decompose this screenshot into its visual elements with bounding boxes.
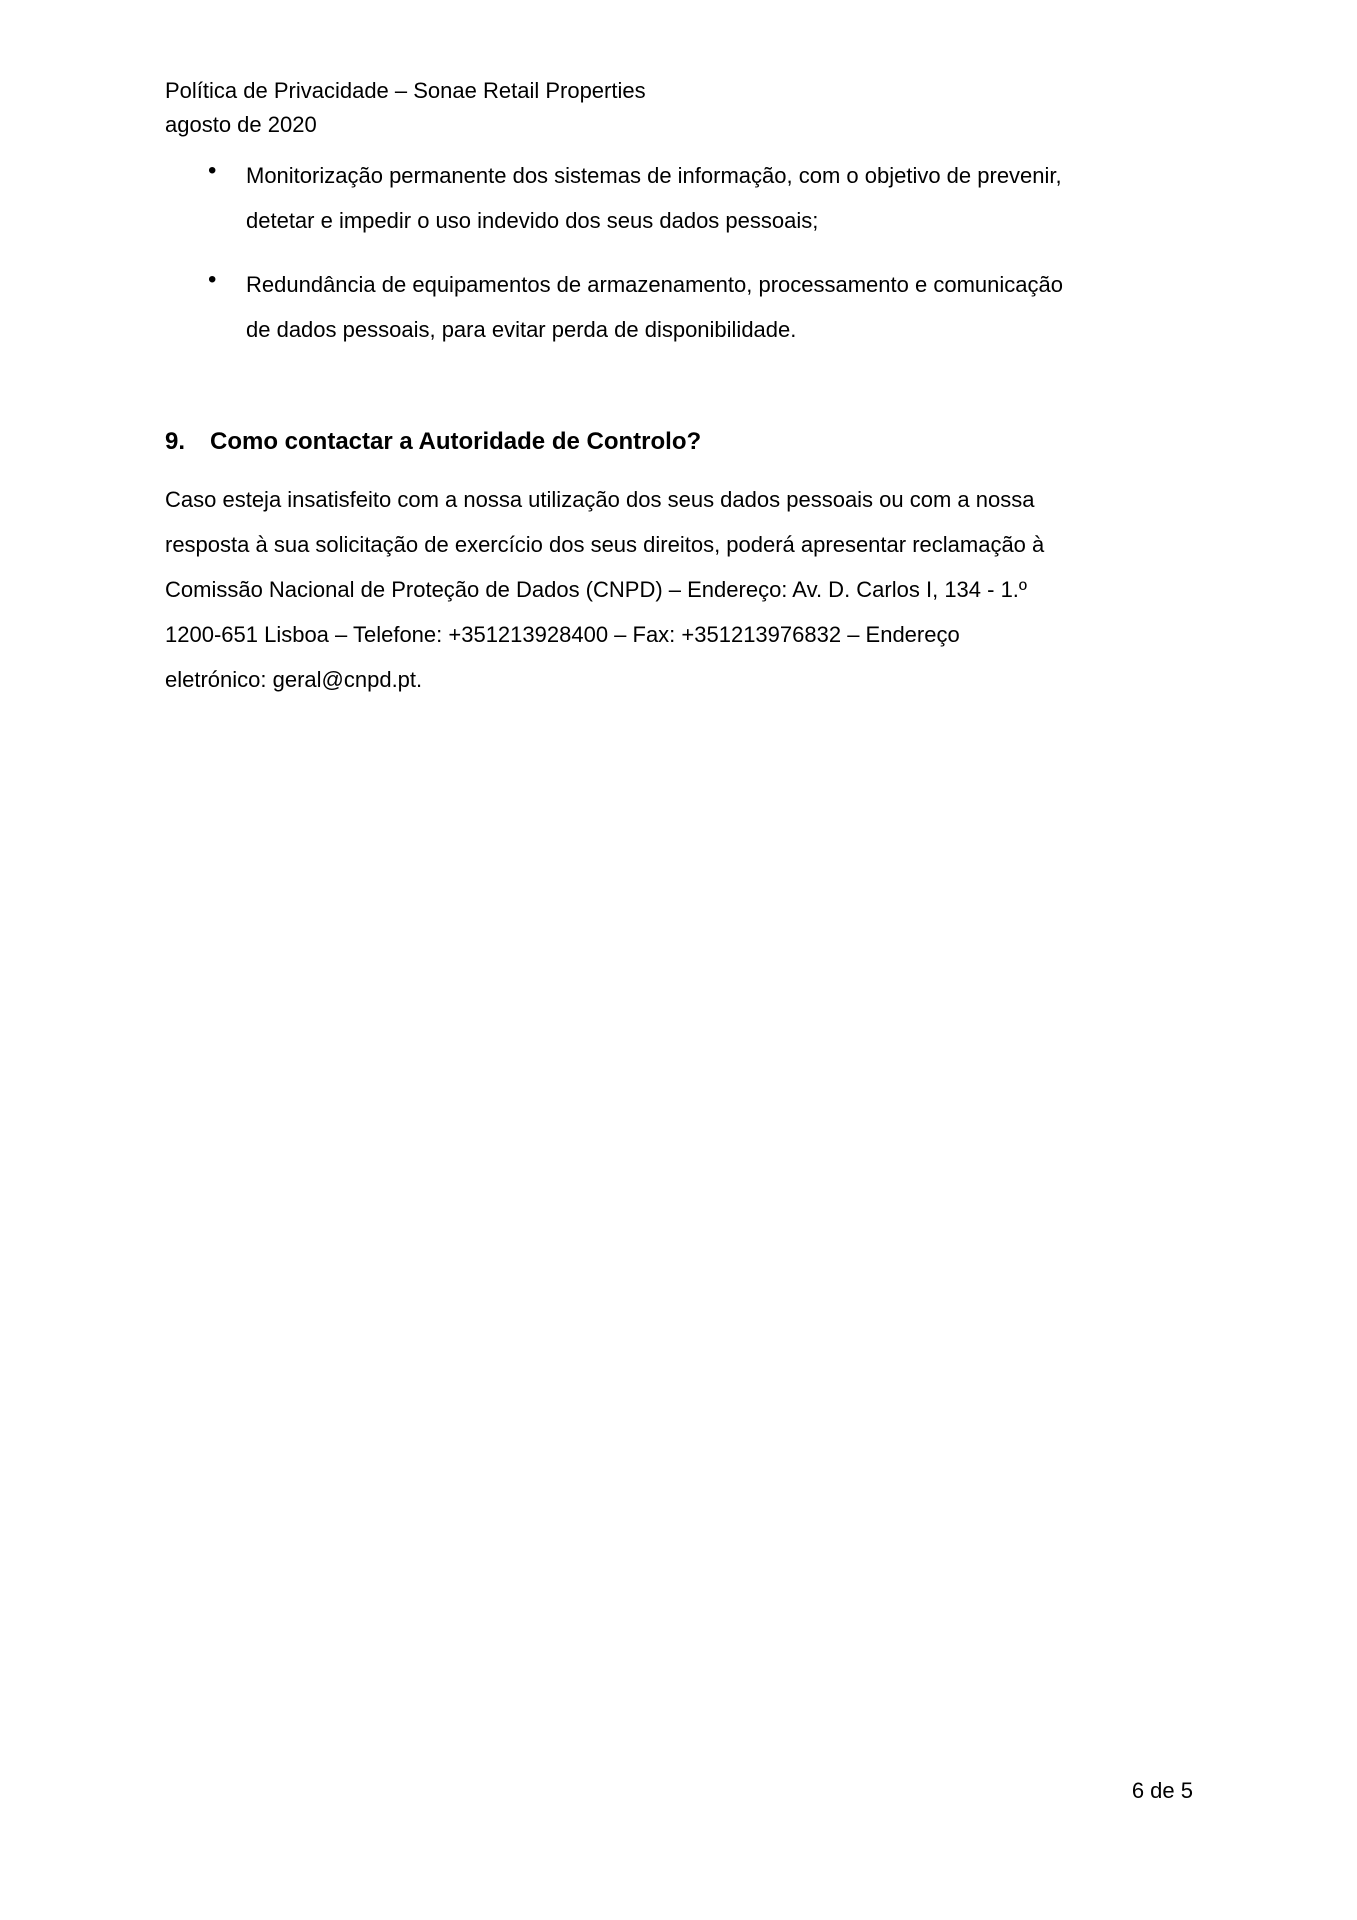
- text-line: de dados pessoais, para evitar perda de disponibilidade.: [246, 317, 797, 342]
- section-heading: [165, 425, 1193, 458]
- text-line: Comissão Nacional de Proteção de Dados (CNPD) – Endereço: Av. D. Carlos I, 134 - 1.º: [165, 577, 1027, 602]
- document-header: [165, 74, 1193, 142]
- text-line: Monitorização permanente dos sistemas de informação, com o objetivo de prevenir,: [246, 163, 1062, 188]
- bullet-text: [246, 262, 1063, 352]
- body-paragraph: [165, 477, 1193, 702]
- bullet-icon: •: [208, 157, 217, 184]
- bullet-list: [165, 153, 1193, 352]
- page-number: 6 de 5: [1131, 1778, 1193, 1803]
- section-number: 9.: [165, 428, 186, 455]
- bullet-text: [246, 153, 1062, 243]
- document-date: agosto de 2020: [165, 112, 317, 137]
- list-item: [165, 153, 1193, 243]
- text-line: Redundância de equipamentos de armazenamento, processamento e comunicação: [246, 272, 1063, 297]
- text-line: resposta à sua solicitação de exercício dos seus direitos, poderá apresentar reclamação à: [165, 532, 1045, 557]
- text-line: 1200-651 Lisboa – Telefone: +351213928400 – Fax: +351213976832 – Endereço: [165, 622, 960, 647]
- list-item: [165, 262, 1193, 352]
- text-line: Caso esteja insatisfeito com a nossa utilização dos seus dados pessoais ou com a nossa: [165, 487, 1035, 512]
- text-line: eletrónico: geral@cnpd.pt.: [165, 667, 423, 692]
- text-line: detetar e impedir o uso indevido dos seus dados pessoais;: [246, 208, 819, 233]
- document-title: Política de Privacidade – Sonae Retail Properties: [165, 78, 646, 103]
- section-title: Como contactar a Autoridade de Controlo?: [210, 428, 702, 455]
- bullet-icon: •: [208, 266, 217, 293]
